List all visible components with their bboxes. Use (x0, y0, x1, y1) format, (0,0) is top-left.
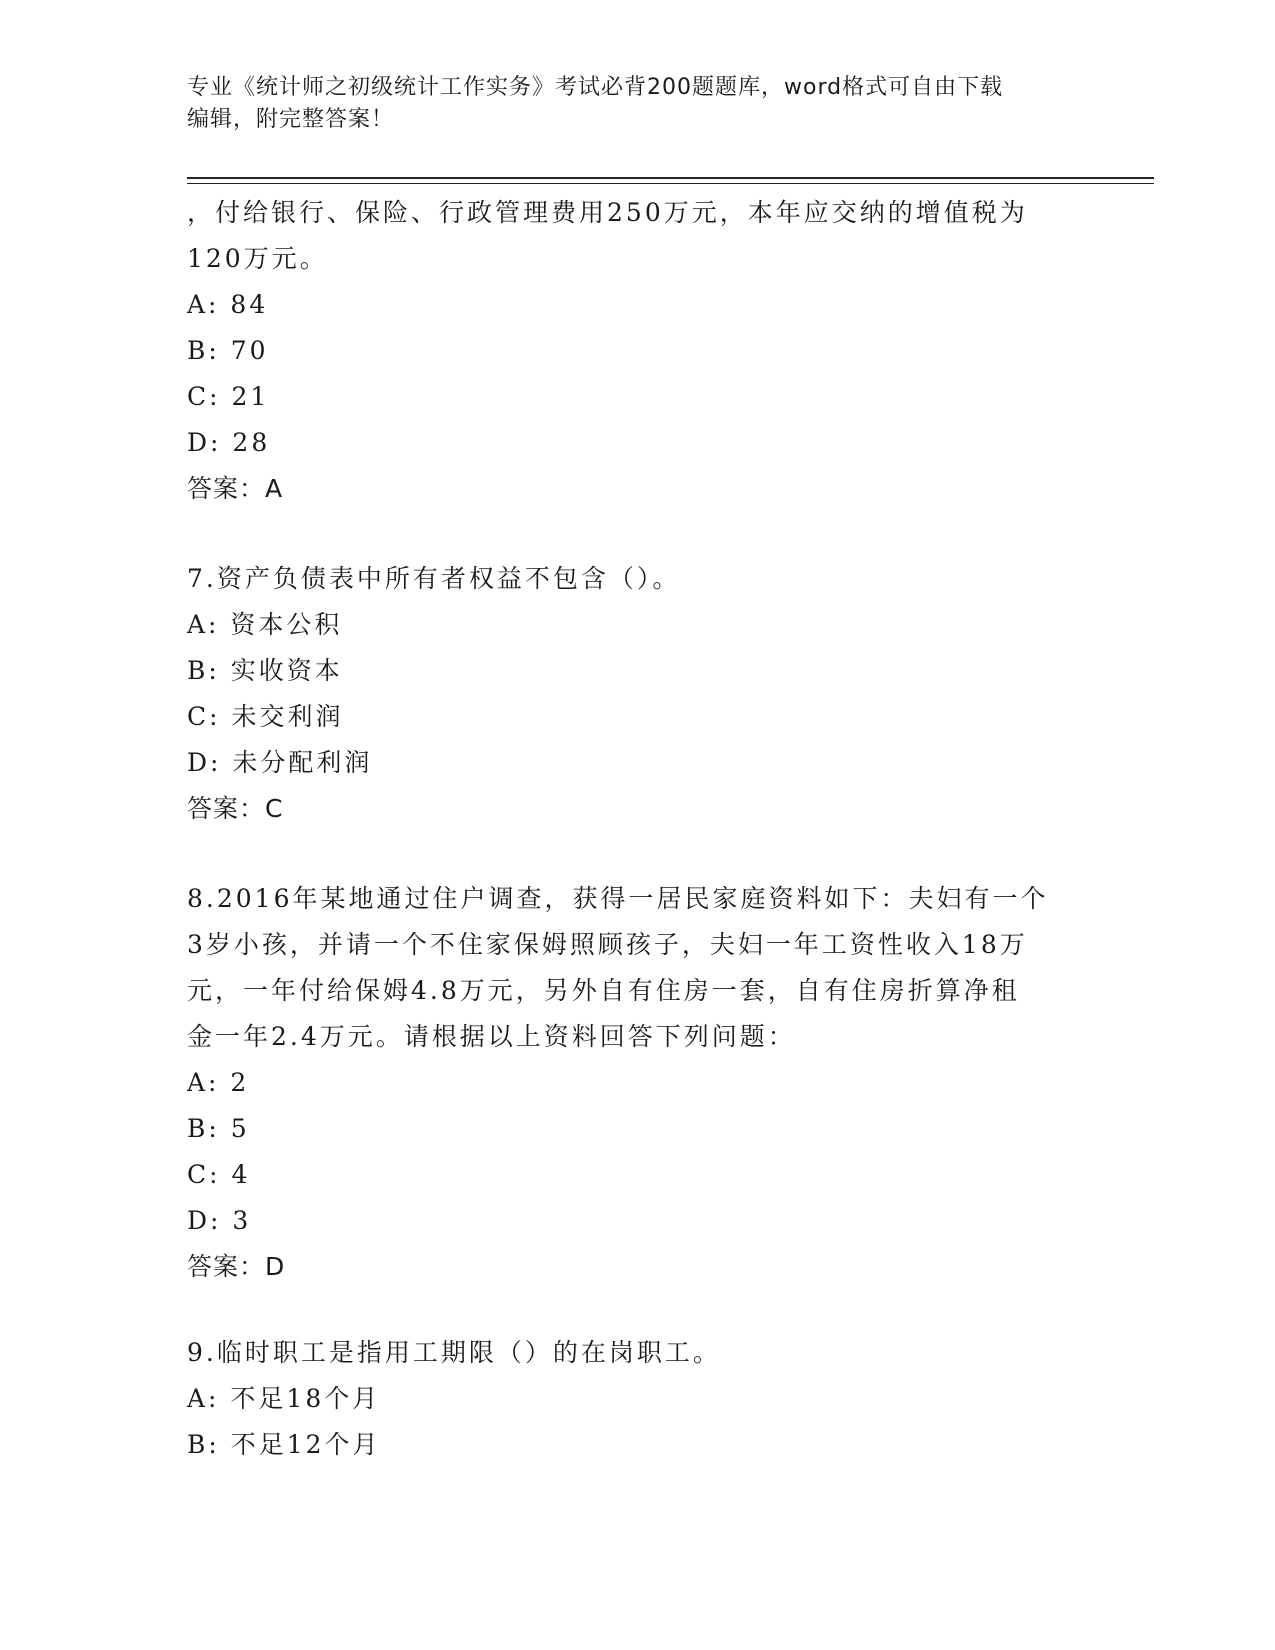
question-text: 金一年2.4万元。请根据以上资料回答下列问题： (187, 1022, 796, 1051)
option-b: B: 不足12个月 (187, 1430, 381, 1459)
option-d: D: 3 (187, 1206, 252, 1235)
question-8 (187, 876, 1067, 1290)
option-b: B: 实收资本 (187, 656, 343, 685)
question-7 (187, 556, 1067, 832)
header-line-1: 专业《统计师之初级统计工作实务》考试必背200题题库，word格式可自由下载 (187, 75, 1004, 100)
option-a: A: 不足18个月 (187, 1384, 381, 1413)
question-9 (187, 1330, 1067, 1468)
spacer (187, 512, 1067, 556)
spacer (187, 1290, 1067, 1330)
option-a: A: 84 (187, 290, 269, 319)
spacer (187, 832, 1067, 876)
document-header (187, 72, 1067, 136)
option-c: C: 21 (187, 382, 270, 411)
option-a: A: 2 (187, 1068, 250, 1097)
option-b: B: 70 (187, 336, 269, 365)
option-b: B: 5 (187, 1114, 250, 1143)
option-c: C: 未交利润 (187, 702, 344, 731)
question-text: 9.临时职工是指用工期限（）的在岗职工。 (187, 1338, 721, 1367)
question-text: 8.2016年某地通过住户调查，获得一居民家庭资料如下：夫妇有一个 (187, 884, 1049, 913)
answer: 答案：D (187, 1252, 286, 1281)
question-text: 7.资产负债表中所有者权益不包含（）。 (187, 564, 681, 593)
question-text: 3岁小孩，并请一个不住家保姆照顾孩子，夫妇一年工资性收入18万 (187, 930, 1028, 959)
question-list (187, 190, 1067, 1468)
option-d: D: 28 (187, 428, 271, 457)
answer: 答案：C (187, 794, 284, 823)
answer: 答案：A (187, 474, 284, 503)
question-6 (187, 190, 1067, 512)
option-a: A: 资本公积 (187, 610, 343, 639)
header-divider-thick (187, 177, 1154, 179)
question-text: 120万元。 (187, 244, 328, 273)
question-text: ，付给银行、保险、行政管理费用250万元，本年应交纳的增值税为 (187, 198, 1028, 227)
option-c: C: 4 (187, 1160, 251, 1189)
option-d: D: 未分配利润 (187, 748, 373, 777)
header-divider-thin (187, 183, 1154, 184)
question-text: 元，一年付给保姆4.8万元，另外自有住房一套，自有住房折算净租 (187, 976, 1020, 1005)
header-line-2: 编辑，附完整答案！ (187, 107, 395, 132)
